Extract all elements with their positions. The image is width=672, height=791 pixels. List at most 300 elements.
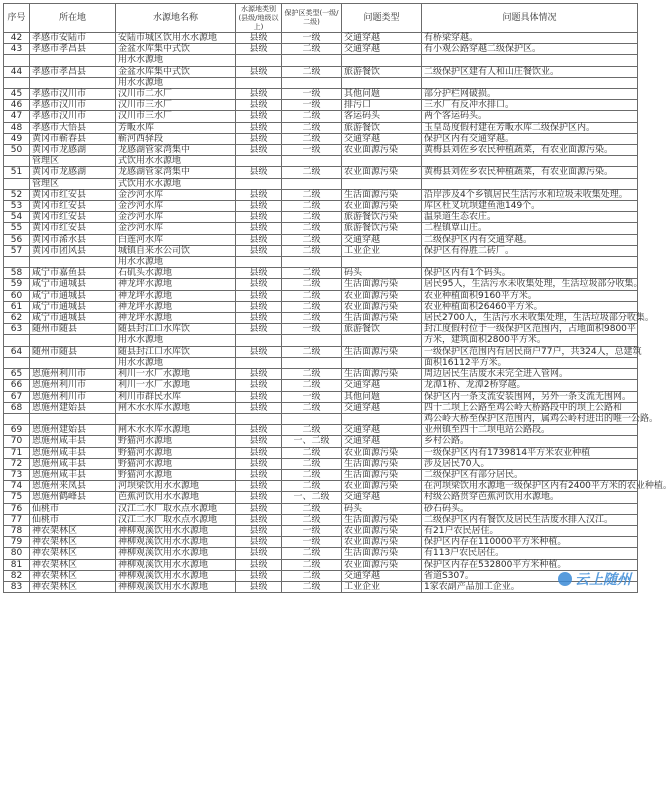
cell-issue-type (342, 357, 422, 368)
cell-no: 42 (4, 33, 30, 44)
cell-protect-type (282, 413, 342, 424)
cell-issue-detail: 村级公路贯穿芭蕉河饮用水源地。 (422, 492, 638, 503)
cell-source-name: 利川市群民水库 (116, 391, 236, 402)
table-row (4, 380, 638, 391)
table-row (4, 100, 638, 111)
cell-issue-detail: 四十二坝上公路至鸡公岭大桥路段中的坝上公路和 (422, 402, 638, 413)
cell-location: 黄冈市蕲春县 (30, 133, 116, 144)
cell-issue-type: 工业企业 (342, 581, 422, 592)
cell-issue-detail: 省道S307。 (422, 570, 638, 581)
cell-source-type: 县级 (236, 167, 282, 178)
cell-no (4, 55, 30, 66)
cell-source-name: 用水水源地 (116, 77, 236, 88)
table-row (4, 178, 638, 189)
cell-no: 63 (4, 324, 30, 335)
cell-issue-detail: 龙潭1桥、龙潭2桥穿越。 (422, 380, 638, 391)
cell-protect-type: 二级 (282, 234, 342, 245)
cell-location (30, 77, 116, 88)
cell-location: 神农架林区 (30, 548, 116, 559)
cell-issue-type (342, 156, 422, 167)
cell-issue-detail: 温泉道生态农庄。 (422, 212, 638, 223)
cell-issue-detail: 封江度假村位于一级保护区范围内，占地面积9800平 (422, 324, 638, 335)
cell-protect-type: 二级 (282, 402, 342, 413)
cell-location: 孝感市孝昌县 (30, 44, 116, 55)
cell-location: 孝感市孝昌县 (30, 66, 116, 77)
table-row (4, 324, 638, 335)
cell-source-name: 金盆水库集中式饮 (116, 66, 236, 77)
cell-issue-detail: 乡村公路。 (422, 436, 638, 447)
cell-issue-type: 交通穿越 (342, 133, 422, 144)
cell-no: 65 (4, 369, 30, 380)
cell-issue-type: 码头 (342, 268, 422, 279)
cell-source-type: 县级 (236, 89, 282, 100)
cell-location: 黄冈市团风县 (30, 245, 116, 256)
cell-source-name: 汉川市三水厂 (116, 100, 236, 111)
cell-source-name: 用水水源地 (116, 257, 236, 268)
cell-issue-detail: 保护区内有1个码头。 (422, 268, 638, 279)
cell-protect-type (282, 55, 342, 66)
cell-issue-type: 交通穿越 (342, 570, 422, 581)
cell-source-type (236, 257, 282, 268)
cell-issue-detail (422, 257, 638, 268)
cell-issue-type: 旅游餐饮 (342, 66, 422, 77)
cell-source-name: 神柳观溪饮用水水源地 (116, 570, 236, 581)
cell-protect-type: 二级 (282, 581, 342, 592)
cell-source-name: 神龙坪水源地 (116, 313, 236, 324)
cell-issue-detail: 农业种植面积26460平方米。 (422, 301, 638, 312)
cell-source-type (236, 413, 282, 424)
cell-protect-type: 一级 (282, 324, 342, 335)
cell-source-type: 县级 (236, 581, 282, 592)
cell-no (4, 335, 30, 346)
cell-source-type (236, 77, 282, 88)
cell-source-type: 县级 (236, 447, 282, 458)
table-row (4, 212, 638, 223)
cell-protect-type: 二级 (282, 458, 342, 469)
cell-no: 67 (4, 391, 30, 402)
cell-no: 71 (4, 447, 30, 458)
cell-source-type: 县级 (236, 66, 282, 77)
cell-no: 58 (4, 268, 30, 279)
cell-source-type: 县级 (236, 514, 282, 525)
cell-no: 59 (4, 279, 30, 290)
cell-issue-type (342, 77, 422, 88)
watermark-text: 云上随州 (575, 572, 631, 589)
cell-location: 随州市随县 (30, 324, 116, 335)
table-row (4, 503, 638, 514)
cell-protect-type: 一级 (282, 525, 342, 536)
cell-issue-type: 生活面源污染 (342, 189, 422, 200)
cell-source-name: 龙感湖管家湾集中 (116, 167, 236, 178)
cell-no: 60 (4, 290, 30, 301)
cell-protect-type: 二级 (282, 201, 342, 212)
cell-source-name: 芭蕉河饮用水水源地 (116, 492, 236, 503)
cell-source-type: 县级 (236, 324, 282, 335)
cell-no: 82 (4, 570, 30, 581)
cell-source-type: 县级 (236, 245, 282, 256)
cell-source-type: 县级 (236, 525, 282, 536)
cell-issue-type: 交通穿越 (342, 33, 422, 44)
cell-issue-detail: 保护区内一条支流安装围网，另外一条支流无围网。 (422, 391, 638, 402)
cell-source-name: 蕲河西驿段 (116, 133, 236, 144)
cell-issue-type: 农业面源污染 (342, 447, 422, 458)
cell-issue-detail: 在河坝梁饮用水源地一级保护区内有2400平方米的农业种植。 (422, 481, 638, 492)
table-row (4, 425, 638, 436)
cell-issue-type (342, 55, 422, 66)
cell-protect-type: 二级 (282, 346, 342, 357)
table-row (4, 290, 638, 301)
table-row (4, 156, 638, 167)
cell-source-name: 神龙坪水源地 (116, 279, 236, 290)
cell-source-type: 县级 (236, 369, 282, 380)
cell-no: 55 (4, 223, 30, 234)
cell-issue-type: 客运码头 (342, 111, 422, 122)
cell-protect-type: 二级 (282, 189, 342, 200)
cell-issue-detail: 二级保护区建有人和山庄餐饮业。 (422, 66, 638, 77)
cell-issue-type: 旅游餐饮 (342, 122, 422, 133)
cell-source-name: 白莲河水库 (116, 234, 236, 245)
cell-source-name: 随县封江口水库饮 (116, 346, 236, 357)
cell-source-name: 龙感湖管家湾集中 (116, 145, 236, 156)
cell-issue-type: 农业面源污染 (342, 301, 422, 312)
cell-source-name: 用水水源地 (116, 55, 236, 66)
cell-no: 44 (4, 66, 30, 77)
cell-no: 56 (4, 234, 30, 245)
cell-issue-type: 农业面源污染 (342, 145, 422, 156)
table-row (4, 369, 638, 380)
cell-issue-detail: 1家农副产品加工企业。 (422, 581, 638, 592)
cell-source-type: 县级 (236, 279, 282, 290)
cell-location: 黄冈市龙感湖 (30, 145, 116, 156)
cell-source-type: 县级 (236, 503, 282, 514)
table-row (4, 44, 638, 55)
cell-issue-detail: 方米，建筑面积2800平方米。 (422, 335, 638, 346)
cell-location: 恩施州咸丰县 (30, 469, 116, 480)
table-row (4, 133, 638, 144)
cell-issue-type: 排污口 (342, 100, 422, 111)
cell-no: 61 (4, 301, 30, 312)
cell-issue-detail: 业州镇至四十二坝电站公路段。 (422, 425, 638, 436)
cell-location: 黄冈市红安县 (30, 189, 116, 200)
cell-location: 黄冈市浠水县 (30, 234, 116, 245)
cell-source-type: 县级 (236, 570, 282, 581)
cell-protect-type: 二级 (282, 212, 342, 223)
cell-protect-type: 一级 (282, 391, 342, 402)
cell-source-name: 金沙河水库 (116, 189, 236, 200)
cell-source-type: 县级 (236, 122, 282, 133)
cell-location: 神农架林区 (30, 537, 116, 548)
cell-no: 83 (4, 581, 30, 592)
table-row (4, 570, 638, 581)
cell-issue-type: 生活面源污染 (342, 548, 422, 559)
cell-issue-detail: 黄梅县刘佐乡农民种植蔬菜，有农业面源污染。 (422, 167, 638, 178)
cell-location: 咸宁市通城县 (30, 313, 116, 324)
cell-protect-type: 二级 (282, 548, 342, 559)
cell-source-type: 县级 (236, 145, 282, 156)
cell-source-name: 河坝梁饮用水水源地 (116, 481, 236, 492)
cell-no: 78 (4, 525, 30, 536)
cell-source-name: 石矶头水源地 (116, 268, 236, 279)
cell-issue-detail: 三水厂有反冲水排口。 (422, 100, 638, 111)
cell-no (4, 77, 30, 88)
cell-location: 神农架林区 (30, 559, 116, 570)
cell-issue-type: 交通穿越 (342, 44, 422, 55)
cell-source-type: 县级 (236, 290, 282, 301)
cell-protect-type: 二级 (282, 503, 342, 514)
cell-source-name: 闸木水水库水源地 (116, 402, 236, 413)
cell-no: 75 (4, 492, 30, 503)
cell-source-type: 县级 (236, 402, 282, 413)
header-protect-type: 保护区类型(一级/二级) (282, 4, 342, 33)
table-row (4, 77, 638, 88)
cell-issue-detail: 二级保护区有部分居民。 (422, 469, 638, 480)
cell-location: 孝感市汉川市 (30, 89, 116, 100)
cell-protect-type (282, 257, 342, 268)
cell-issue-type: 码头 (342, 503, 422, 514)
cell-location: 恩施州建始县 (30, 425, 116, 436)
cell-location: 恩施州利川市 (30, 369, 116, 380)
cell-source-name: 用水水源地 (116, 335, 236, 346)
cell-source-type: 县级 (236, 492, 282, 503)
table-row (4, 559, 638, 570)
cell-issue-detail: 部分护栏网破损。 (422, 89, 638, 100)
cell-source-name: 金沙河水库 (116, 223, 236, 234)
cell-source-name: 神柳观溪饮用水水源地 (116, 548, 236, 559)
cell-protect-type: 二级 (282, 167, 342, 178)
cell-protect-type: 二级 (282, 66, 342, 77)
cell-issue-type (342, 178, 422, 189)
cell-issue-type: 交通穿越 (342, 425, 422, 436)
table-row (4, 402, 638, 413)
cell-protect-type: 二级 (282, 301, 342, 312)
cell-protect-type: 二级 (282, 268, 342, 279)
cell-no: 47 (4, 111, 30, 122)
cell-source-type: 县级 (236, 548, 282, 559)
cell-location: 恩施州鹤峰县 (30, 492, 116, 503)
table-row (4, 66, 638, 77)
cell-issue-detail: 保护区内存在532800平方米种植。 (422, 559, 638, 570)
cell-issue-detail: 面积16112平方米。 (422, 357, 638, 368)
cell-location (30, 335, 116, 346)
cell-no: 77 (4, 514, 30, 525)
cell-issue-detail: 两个客运码头。 (422, 111, 638, 122)
cell-source-name: 汉川市三水厂 (116, 111, 236, 122)
cell-source-type: 县级 (236, 212, 282, 223)
cell-source-name: 野猫河水源地 (116, 469, 236, 480)
table-row (4, 257, 638, 268)
cell-issue-type: 农业面源污染 (342, 481, 422, 492)
cell-source-type (236, 335, 282, 346)
table-row (4, 313, 638, 324)
cell-protect-type: 一级 (282, 33, 342, 44)
cell-source-name: 金沙河水库 (116, 201, 236, 212)
cell-no: 50 (4, 145, 30, 156)
cell-source-type: 县级 (236, 133, 282, 144)
table-body (4, 33, 672, 593)
cell-protect-type: 二级 (282, 369, 342, 380)
cell-issue-type: 其他问题 (342, 391, 422, 402)
cell-issue-type: 农业面源污染 (342, 167, 422, 178)
table-row (4, 201, 638, 212)
cell-issue-type: 生活面源污染 (342, 313, 422, 324)
cell-source-type (236, 55, 282, 66)
cell-location: 恩施州咸丰县 (30, 436, 116, 447)
cell-source-name: 野猫河水源地 (116, 447, 236, 458)
cell-source-type: 县级 (236, 111, 282, 122)
cell-location: 恩施州咸丰县 (30, 458, 116, 469)
cell-issue-detail: 保护区内有交通穿越。 (422, 133, 638, 144)
cell-no (4, 413, 30, 424)
cell-source-name: 野猫河水源地 (116, 436, 236, 447)
cell-source-type: 县级 (236, 436, 282, 447)
cell-protect-type (282, 357, 342, 368)
cell-no: 62 (4, 313, 30, 324)
cell-issue-type: 交通穿越 (342, 492, 422, 503)
cell-source-type: 县级 (236, 201, 282, 212)
cell-location: 黄冈市红安县 (30, 212, 116, 223)
cell-source-name: 神柳观溪饮用水水源地 (116, 559, 236, 570)
header-issue-detail: 问题具体情况 (422, 4, 638, 33)
cell-issue-type (342, 335, 422, 346)
cell-source-type: 县级 (236, 44, 282, 55)
cell-location: 仙桃市 (30, 503, 116, 514)
cell-source-name: 随县封江口水库饮 (116, 324, 236, 335)
cell-issue-detail (422, 55, 638, 66)
cell-location (30, 357, 116, 368)
cell-no: 45 (4, 89, 30, 100)
cell-protect-type: 一、二级 (282, 436, 342, 447)
cell-no: 46 (4, 100, 30, 111)
cell-no: 48 (4, 122, 30, 133)
cell-location (30, 413, 116, 424)
table-row (4, 167, 638, 178)
cell-protect-type (282, 156, 342, 167)
cell-source-name: 式饮用水水源地 (116, 156, 236, 167)
cell-protect-type: 二级 (282, 425, 342, 436)
cell-location: 神农架林区 (30, 581, 116, 592)
cell-no: 68 (4, 402, 30, 413)
cell-issue-type: 农业面源污染 (342, 290, 422, 301)
cell-source-name: 汉川市二水厂 (116, 89, 236, 100)
cell-source-name: 金盆水库集中式饮 (116, 44, 236, 55)
cell-protect-type: 二级 (282, 469, 342, 480)
cell-location: 孝感市安陆市 (30, 33, 116, 44)
cell-no: 51 (4, 167, 30, 178)
cell-issue-detail: 沿岸涉及4个乡镇居民生活污水和垃圾未收集处理。 (422, 189, 638, 200)
cell-source-name: 安陆市城区饮用水水源地 (116, 33, 236, 44)
cell-source-name (116, 413, 236, 424)
table-row (4, 111, 638, 122)
cell-source-name: 神龙坪水源地 (116, 290, 236, 301)
cell-source-name: 用水水源地 (116, 357, 236, 368)
header-location: 所在地 (30, 4, 116, 33)
cell-no: 49 (4, 133, 30, 144)
cell-location: 恩施州咸丰县 (30, 447, 116, 458)
cell-no: 72 (4, 458, 30, 469)
cell-issue-detail: 鸡公岭大桥至保护区范围内，属鸡公岭村进出的唯一公路。 (422, 413, 638, 424)
cell-location: 管理区 (30, 156, 116, 167)
header-issue-type: 问题类型 (342, 4, 422, 33)
cell-issue-type: 生活面源污染 (342, 469, 422, 480)
cell-protect-type: 二级 (282, 514, 342, 525)
cell-protect-type: 一级 (282, 100, 342, 111)
cell-protect-type: 二级 (282, 279, 342, 290)
cell-issue-detail: 二级保护区内有交通穿越。 (422, 234, 638, 245)
cell-source-name: 金沙河水库 (116, 212, 236, 223)
cell-issue-type: 旅游餐饮污染 (342, 223, 422, 234)
cell-issue-type: 农业面源污染 (342, 537, 422, 548)
cell-source-type: 县级 (236, 380, 282, 391)
cell-issue-type: 生活面源污染 (342, 458, 422, 469)
cell-location: 孝感市汉川市 (30, 111, 116, 122)
cell-protect-type: 二级 (282, 447, 342, 458)
table-row (4, 357, 638, 368)
cell-protect-type: 二级 (282, 380, 342, 391)
cell-issue-type: 生活面源污染 (342, 514, 422, 525)
cell-source-type: 县级 (236, 458, 282, 469)
table-row (4, 481, 638, 492)
table-row (4, 458, 638, 469)
cell-issue-detail: 周边居民生活废水未完全进入管网。 (422, 369, 638, 380)
cell-issue-detail: 黄梅县刘佐乡农民种植蔬菜，有农业面源污染。 (422, 145, 638, 156)
cell-issue-type: 旅游餐饮污染 (342, 212, 422, 223)
table-row (4, 301, 638, 312)
cell-issue-detail: 砂石码头。 (422, 503, 638, 514)
table-row (4, 268, 638, 279)
cell-source-name: 城镇自来水公司饮 (116, 245, 236, 256)
cell-source-name: 闸木水水库水源地 (116, 425, 236, 436)
cell-protect-type: 二级 (282, 313, 342, 324)
cell-source-type: 县级 (236, 481, 282, 492)
cell-issue-type: 其他问题 (342, 89, 422, 100)
cell-issue-detail: 二程镇覃山庄。 (422, 223, 638, 234)
cell-source-type: 县级 (236, 100, 282, 111)
cell-no: 69 (4, 425, 30, 436)
cell-location: 孝感市大悟县 (30, 122, 116, 133)
cell-issue-type: 生活面源污染 (342, 346, 422, 357)
cell-location: 恩施州来凤县 (30, 481, 116, 492)
cell-issue-type: 交通穿越 (342, 380, 422, 391)
cell-location: 黄冈市红安县 (30, 201, 116, 212)
cell-issue-detail: 玉皇岛度假村建在芳畈水库二级保护区内。 (422, 122, 638, 133)
cell-source-type (236, 357, 282, 368)
cell-source-type: 县级 (236, 189, 282, 200)
cell-protect-type: 二级 (282, 290, 342, 301)
table-row (4, 145, 638, 156)
cell-source-type: 县级 (236, 223, 282, 234)
table-row (4, 89, 638, 100)
cell-no: 73 (4, 469, 30, 480)
watermark-logo-icon (558, 572, 572, 586)
table-row (4, 245, 638, 256)
cell-source-type: 县级 (236, 301, 282, 312)
cell-protect-type: 一、二级 (282, 492, 342, 503)
pollution-issues-table (3, 3, 672, 593)
table-row (4, 548, 638, 559)
cell-issue-detail: 农业种植面积9160平方米。 (422, 290, 638, 301)
table-row (4, 436, 638, 447)
header-source-name: 水源地名称 (116, 4, 236, 33)
cell-protect-type: 二级 (282, 223, 342, 234)
header-source-type: 水源地类别(县级/地级以上) (236, 4, 282, 33)
cell-source-name: 神柳观溪饮用水水源地 (116, 581, 236, 592)
cell-protect-type: 二级 (282, 133, 342, 144)
cell-issue-detail (422, 178, 638, 189)
cell-issue-detail: 保护区有得胜二砖厂。 (422, 245, 638, 256)
cell-source-name: 神柳观溪饮用水水源地 (116, 525, 236, 536)
cell-issue-detail: 有21户农民居住。 (422, 525, 638, 536)
cell-issue-detail: 保护区内存在110000平方米种植。 (422, 537, 638, 548)
